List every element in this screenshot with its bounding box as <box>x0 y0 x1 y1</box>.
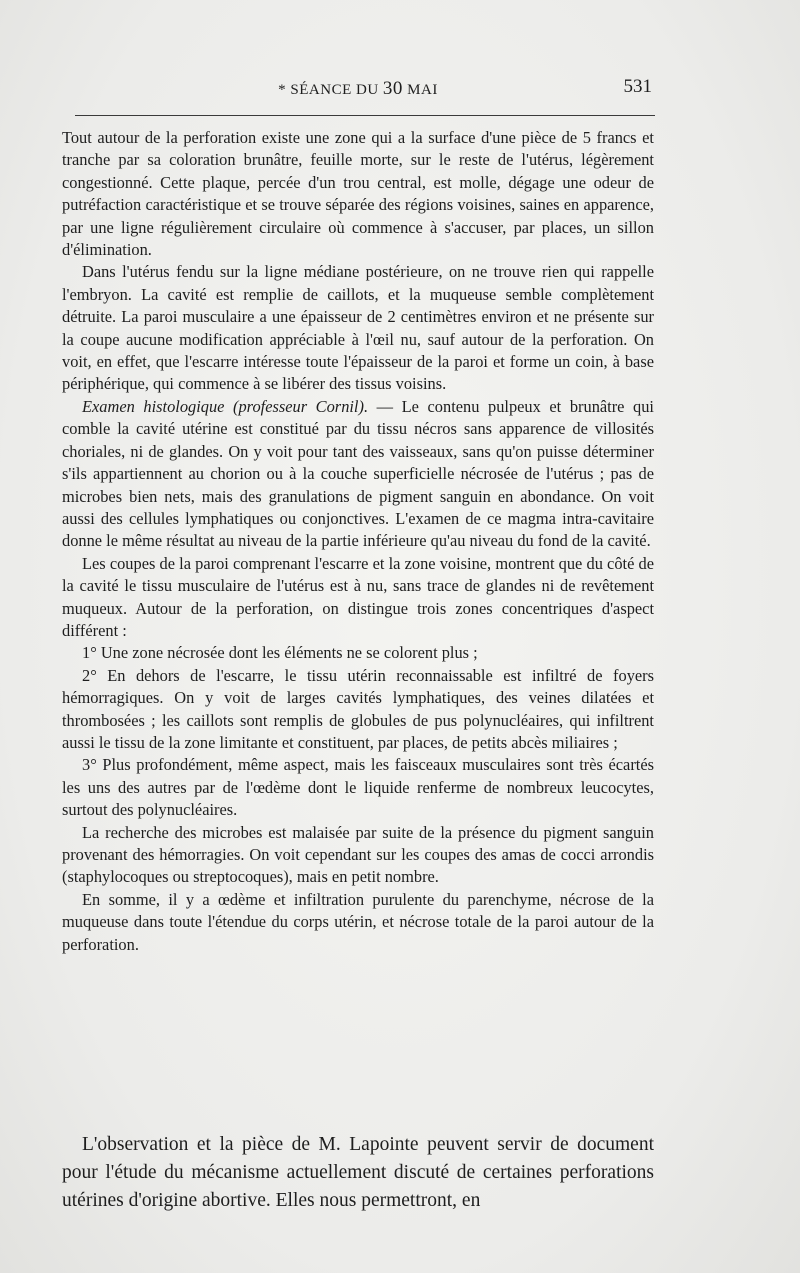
header-title-a: SÉANCE DU <box>290 82 383 98</box>
paragraph: Tout autour de la perforation existe une zone qui a la surface d'une pièce de 5 francs et tranche par sa coloration brunâtre, feuille morte, sur le reste de l'utérus, légèrement congestionné. Cette plaque, percée d'un trou central, est molle, dégage une odeur de putréfaction caractéristique et se trouve séparée des régions voisines, saines en apparence, par une ligne régulièrement circulaire où commence à s'accuser, par places, un sillon d'élimination. <box>62 128 654 260</box>
page-number: 531 <box>623 76 652 97</box>
paragraph: La recherche des microbes est malaisée par suite de la présence du pigment sanguin provenant des hémorragies. On voit cependant sur les coupes des amas de cocci arrondis (staphylocoques ou streptocoques), mais en petit nombre. <box>62 822 654 887</box>
list-item: 3° Plus profondément, même aspect, mais les faisceaux musculaires sont très écartés les uns des autres par de l'œdème dont le liquide renferme de nombreux leucocytes, surtout des polynucléaires. <box>62 755 654 820</box>
list-item: 2° En dehors de l'escarre, le tissu utérin reconnaissable est infiltré de foyers hémorragiques. On y voit de larges cavités lymphatiques, des veines dilatées et thrombosées ; les caillots sont remplis de globules de pus polynucléaires, qui infiltrent aussi le tissu de la zone limitante et constituent, par places, de petits abcès miliaires ; <box>62 665 654 752</box>
header-date: 30 <box>382 78 403 99</box>
paragraph: Dans l'utérus fendu sur la ligne médiane postérieure, on ne trouve rien qui rappelle l'embryon. La cavité est remplie de caillots, et la muqueuse semble complètement détruite. La paroi musculaire a une épaisseur de 2 centimètres environ et ne présente sur la coupe aucune modification appréciable à l'œil nu, sauf autour de la perforation. On voit, en effet, que l'escarre intéresse toute l'épaisseur de la paroi et forme un coin, à base périphérique, qui commence à se libérer des tissus voisins. <box>62 262 654 394</box>
exam-text: — Le contenu pulpeux et brunâtre qui comble la cavité utérine est constitué par du tissu nécros sans apparence de villosités choriales, ni de glandes. On y voit pour tant des vaisseaux, sans qu'on puisse déterminer s'ils appartiennent au chorion ou à la couche superficielle nécrosée de l'utérus ; pas de microbes bien nets, mais des granulations de pigment sanguin en abondance. On voit aussi des cellules lymphatiques ou conjonctives. L'examen de ce magma intra-cavitaire donne le même résultat au niveau de la partie inférieure qu'au niveau du fond de la cavité. <box>62 396 654 551</box>
running-header <box>62 74 654 102</box>
running-title <box>62 78 654 100</box>
closing-paragraph: L'observation et la pièce de M. Lapointe peuvent servir de document pour l'étude du mécanisme actuellement discuté de certaines perforations utérines d'origine abortive. Elles nous permettront, en <box>62 1134 654 1211</box>
paragraph: En somme, il y a œdème et infiltration purulente du parenchyme, nécrose de la muqueuse dans toute l'étendue du corps utérin, et nécrose totale de la paroi autour de la perforation. <box>62 889 654 954</box>
header-marker: * <box>278 82 291 98</box>
paragraph: Les coupes de la paroi comprenant l'escarre et la zone voisine, montrent que du côté de la cavité le tissu musculaire de l'utérus est à nu, sans trace de glandes ni de revêtement muqueux. Autour de la perforation, on distingue trois zones concentriques d'aspect différent : <box>62 553 654 640</box>
exam-heading: Examen histologique (professeur Cornil). <box>82 396 369 416</box>
exam-paragraph <box>62 396 654 553</box>
body-text <box>62 127 654 956</box>
header-rule <box>75 115 655 116</box>
header-month: MAI <box>402 82 438 98</box>
list-item: 1° Une zone nécrosée dont les éléments ne se colorent plus ; <box>82 643 478 663</box>
